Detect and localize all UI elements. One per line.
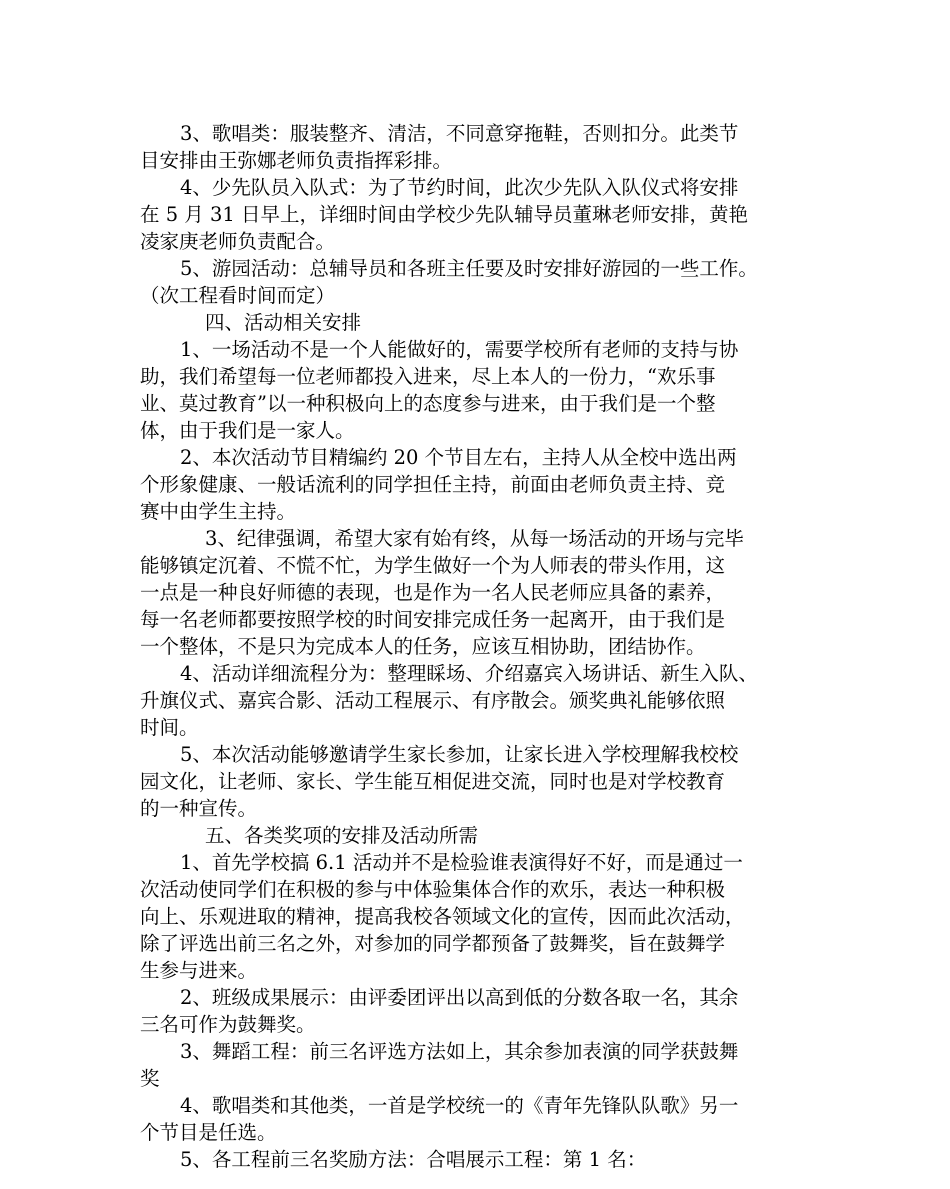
paragraph-line: 2、班级成果展示：由评委团评出以高到低的分数各取一名，其余 (180, 986, 739, 1009)
paragraph-line: 园文化，让老师、家长、学生能互相促进交流，同时也是对学校教育 (140, 770, 726, 793)
paragraph-line: 助，我们希望每一位老师都投入进来，尽上本人的一份力，“欢乐事 (140, 365, 716, 388)
section-heading: 四、活动相关安排 (205, 311, 362, 334)
paragraph-line: 目安排由王弥娜老师负责指挥彩排。 (140, 149, 453, 172)
paragraph-line: 5、本次活动能够邀请学生家长参加，让家长进入学校理解我校校 (180, 743, 739, 766)
paragraph-line: 除了评选出前三名之外，对参加的同学都预备了鼓舞奖，旨在鼓舞学 (140, 932, 726, 955)
paragraph-line: （次工程看时间而定） (140, 284, 336, 307)
paragraph-line: 生参与进来。 (140, 959, 258, 982)
paragraph-line: 业、莫过教育”以一种积极向上的态度参与进来，由于我们是一个整 (140, 392, 716, 415)
paragraph-line: 三名可作为鼓舞奖。 (140, 1013, 316, 1036)
paragraph-line: 2、本次活动节目精编约 20 个节目左右，主持人从全校中选出两 (180, 446, 737, 469)
paragraph-line: 在 5 月 31 日早上，详细时间由学校少先队辅导员董琳老师安排，黄艳 (140, 203, 749, 226)
paragraph-line: 升旗仪式、嘉宾合影、活动工程展示、有序散会。颁奖典礼能够依照 (140, 689, 726, 712)
section-heading: 五、各类奖项的安排及活动所需 (205, 824, 479, 847)
paragraph-line: 个节目是任选。 (140, 1121, 277, 1144)
paragraph-line: 每一名老师都要按照学校的时间安排完成任务一起离开，由于我们是 (140, 608, 726, 631)
paragraph-line: 1、首先学校搞 6.1 活动并不是检验谁表演得好不好，而是通过一 (180, 851, 743, 874)
paragraph-line: 次活动使同学们在积极的参与中体验集体合作的欢乐，表达一种积极 (140, 878, 726, 901)
paragraph-line: 的一种宣传。 (140, 797, 258, 820)
paragraph-line: 4、少先队员入队式：为了节约时间，此次少先队入队仪式将安排 (180, 176, 739, 199)
document-page (140, 120, 830, 1173)
paragraph-line: 向上、乐观进取的精神，提高我校各领域文化的宣传，因而此次活动， (140, 905, 745, 928)
paragraph-line: 个形象健康、一般话流利的同学担任主持，前面由老师负责主持、竞 (140, 473, 726, 496)
paragraph-line: 凌家庚老师负责配合。 (140, 230, 336, 253)
paragraph-line: 3、歌唱类：服装整齐、清洁，不同意穿拖鞋，否则扣分。此类节 (180, 122, 739, 145)
paragraph-line: 5、各工程前三名奖励方法：合唱展示工程：第 1 名： (180, 1148, 647, 1171)
paragraph-line: 3、舞蹈工程：前三名评选方法如上，其余参加表演的同学获鼓舞 (180, 1040, 739, 1063)
paragraph-line: 4、活动详细流程分为：整理睬场、介绍嘉宾入场讲话、新生入队、 (180, 662, 758, 685)
paragraph-line: 赛中由学生主持。 (140, 500, 297, 523)
paragraph-line: 4、歌唱类和其他类，一首是学校统一的《青年先锋队队歌》另一 (180, 1094, 739, 1117)
paragraph-line: 一个整体，不是只为完成本人的任务，应该互相协助，团结协作。 (140, 635, 706, 658)
paragraph-line: 一点是一种良好师德的表现，也是作为一名人民老师应具备的素养， (140, 581, 726, 604)
paragraph-line: 5、游园活动：总辅导员和各班主任要及时安排好游园的一些工作。 (180, 257, 758, 280)
paragraph-line: 3、纪律强调，希望大家有始有终，从每一场活动的开场与完毕 (205, 527, 744, 550)
paragraph-line: 能够镇定沉着、不慌不忙，为学生做好一个为人师表的带头作用，这 (140, 554, 726, 577)
paragraph-line: 时间。 (140, 716, 199, 739)
paragraph-line: 体，由于我们是一家人。 (140, 419, 355, 442)
paragraph-line: 1、一场活动不是一个人能做好的，需要学校所有老师的支持与协 (180, 338, 739, 361)
paragraph-line: 奖 (140, 1067, 160, 1090)
